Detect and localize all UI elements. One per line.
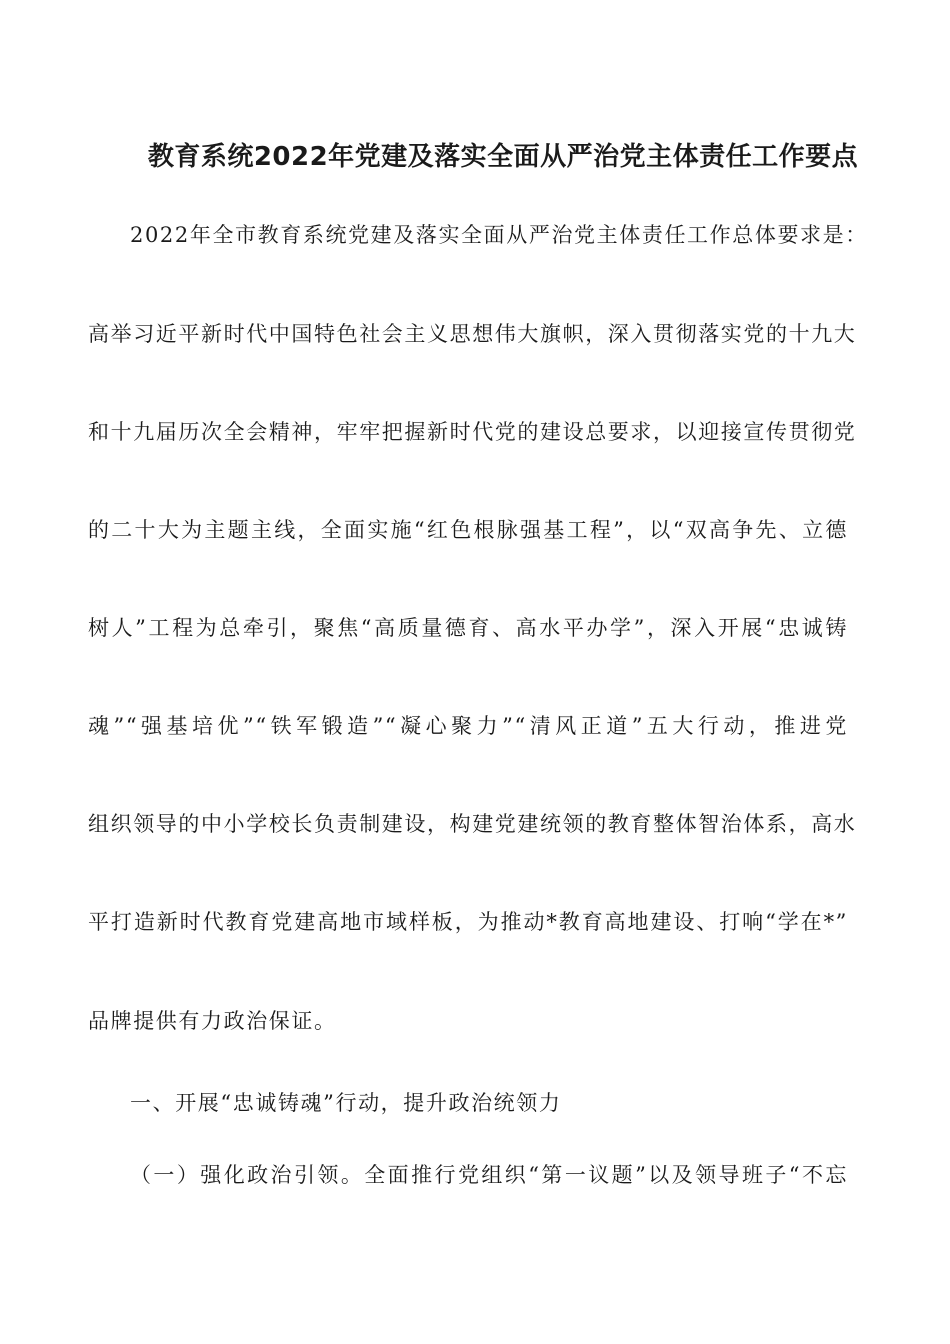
paragraph-line-5: 树人”工程为总牵引，聚焦“高质量德育、高水平办学”，深入开展“忠诚铸 xyxy=(88,616,848,640)
paragraph-line-4: 的二十大为主题主线，全面实施“红色根脉强基工程”，以“双高争先、立德 xyxy=(88,518,848,542)
paragraph-line-7: 组织领导的中小学校长负责制建设，构建党建统领的教育整体智治体系，高水 xyxy=(88,812,857,836)
paragraph-line-2: 高举习近平新时代中国特色社会主义思想伟大旗帜，深入贯彻落实党的十九大 xyxy=(88,322,857,346)
paragraph-line-6: 魂”“强基培优”“铁军锻造”“凝心聚力”“清风正道”五大行动，推进党 xyxy=(88,714,848,738)
paragraph-line-8: 平打造新时代教育党建高地市域样板，为推动*教育高地建设、打响“学在*” xyxy=(88,910,848,934)
section-heading-1: 一、开展“忠诚铸魂”行动，提升政治统领力 xyxy=(130,1091,562,1115)
paragraph-line-9: 品牌提供有力政治保证。 xyxy=(88,1009,337,1033)
paragraph-line-1: 2022年全市教育系统党建及落实全面从严治党主体责任工作总体要求是： xyxy=(130,223,868,247)
paragraph-line-3: 和十九届历次全会精神，牢牢把握新时代党的建设总要求，以迎接宣传贯彻党 xyxy=(88,420,857,444)
subsection-line-1: （一）强化政治引领。全面推行党组织“第一议题”以及领导班子“不忘 xyxy=(130,1163,848,1187)
document-title: 教育系统2022年党建及落实全面从严治党主体责任工作要点 xyxy=(147,142,859,172)
